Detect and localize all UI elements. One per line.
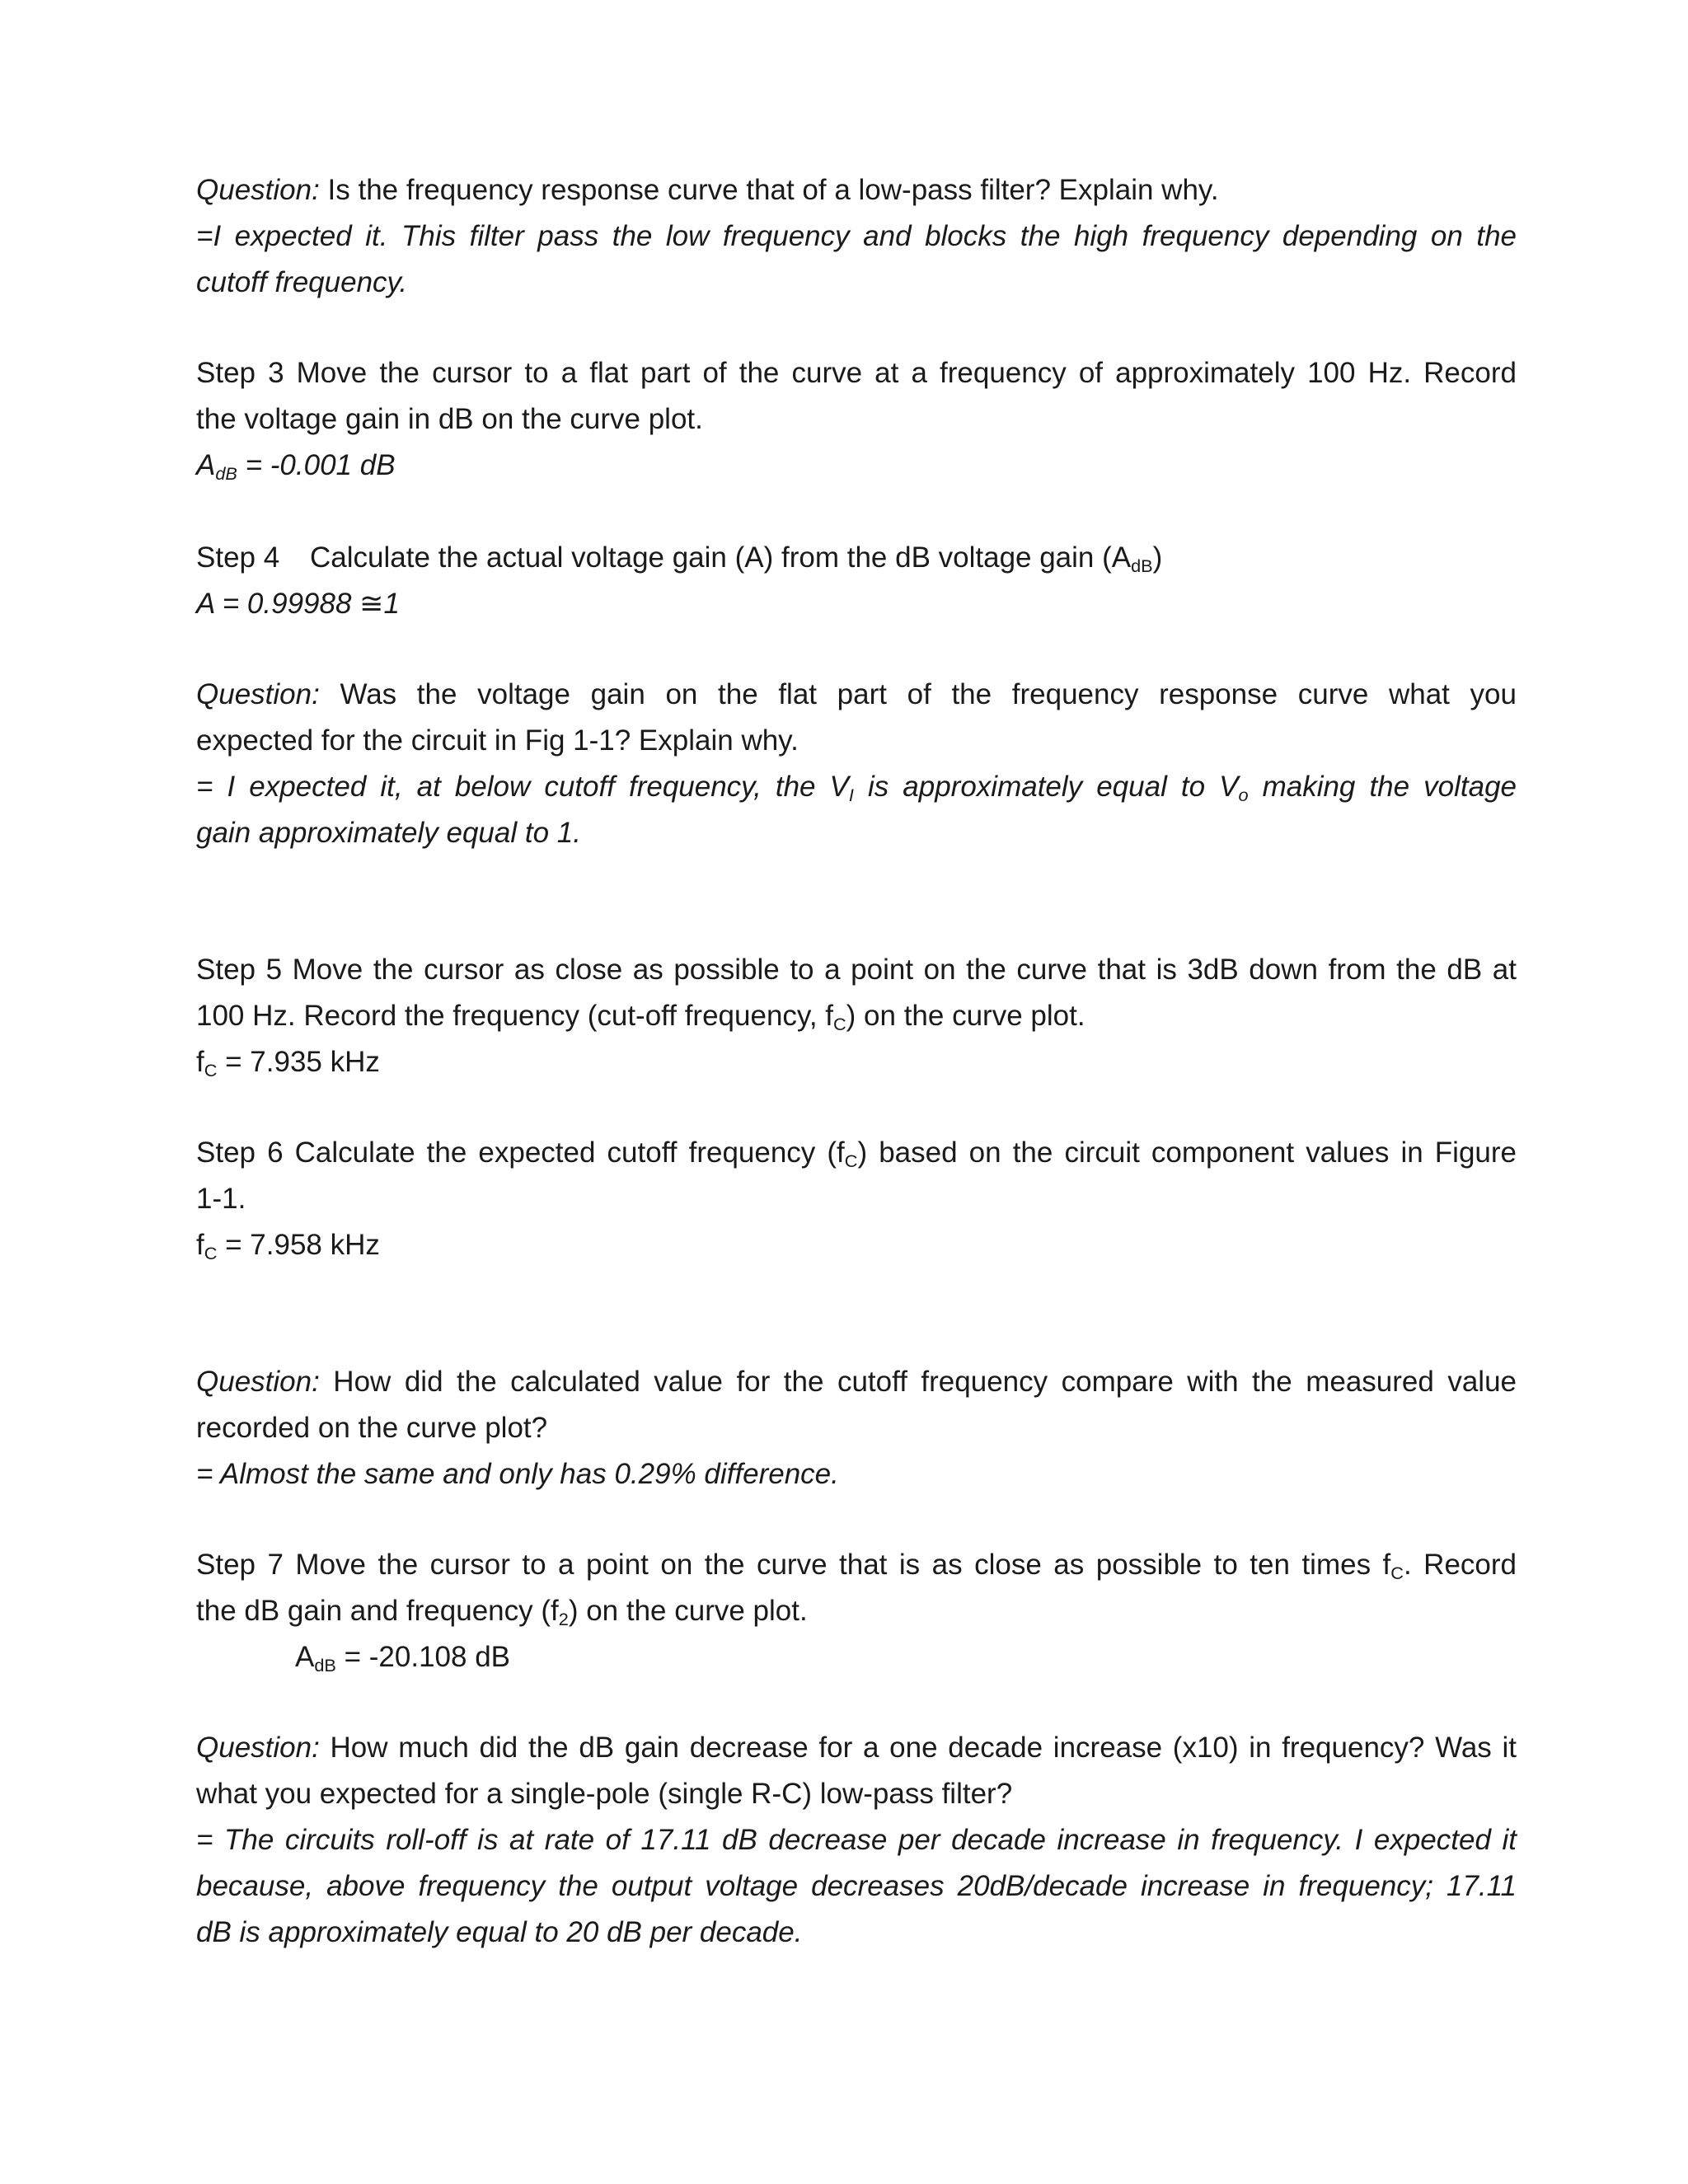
gain-subscript: dB <box>314 1655 336 1676</box>
question-3-line-1 <box>196 1359 1517 1405</box>
vi-subscript: I <box>848 785 854 806</box>
gain-value: = -20.108 dB <box>335 1641 511 1673</box>
step-7-text-end: . Record <box>1403 1549 1517 1581</box>
answer-2-line-1 <box>196 764 1517 810</box>
step-4-text: Calculate the actual voltage gain (A) from the dB voltage gain (A <box>310 541 1132 574</box>
freq-value: = 7.935 kHz <box>217 1046 380 1078</box>
step-5-line-1: Step 5 Move the cursor as close as possible to a point on the curve that is 3dB down from the dB at <box>196 954 1517 986</box>
step-4-subscript: dB <box>1131 555 1153 577</box>
gain-symbol: A <box>295 1641 315 1673</box>
freq-value: = 7.958 kHz <box>217 1229 380 1261</box>
answer-4-line-1: = The circuits roll-off is at rate of 17.11 dB decrease per decade increase in frequency. I expected it <box>196 1824 1517 1856</box>
answer-2-line-2: gain approximately equal to 1. <box>196 817 581 849</box>
question-4-line-2: what you expected for a single-pole (single R-C) low-pass filter? <box>196 1778 1013 1810</box>
step-5-result <box>196 1039 1517 1085</box>
question-1 <box>196 167 1517 213</box>
step-7-line-1 <box>196 1542 1517 1588</box>
step-4-result: A = 0.99988 ≅1 <box>196 588 400 620</box>
step-5-text-end: ) on the curve plot. <box>846 1000 1085 1032</box>
answer-4-line-3: dB is approximately equal to 20 dB per decade. <box>196 1916 803 1948</box>
answer-text: = I expected it, at below cutoff frequency, the V <box>196 771 849 803</box>
step-7-result <box>196 1634 1615 1680</box>
answer-text: is approximately equal to V <box>853 771 1239 803</box>
answer-1-line-1: =I expected it. This filter pass the low frequency and blocks the high frequency depending on the <box>196 220 1517 252</box>
step-6-result <box>196 1222 1517 1268</box>
step-6-line-1 <box>196 1130 1517 1176</box>
question-text: How much did the dB gain decrease for a one decade increase (x10) in frequency? Was it <box>319 1732 1517 1764</box>
question-3-line-2: recorded on the curve plot? <box>196 1412 548 1444</box>
freq-symbol: f <box>196 1229 204 1261</box>
step-4-line <box>196 535 1517 581</box>
step-3-result <box>196 443 1517 489</box>
freq-symbol: f <box>196 1046 204 1078</box>
fc-subscript: C <box>844 1151 858 1172</box>
question-text: How did the calculated value for the cutoff frequency compare with the measured value <box>319 1366 1517 1398</box>
question-label: Question: <box>196 1732 320 1764</box>
step-3-line-2: the voltage gain in dB on the curve plot. <box>196 403 703 435</box>
question-text: Was the voltage gain on the flat part of the frequency response curve what you <box>319 678 1517 710</box>
step-7-line-2 <box>196 1588 1517 1634</box>
fc-subscript: C <box>833 1014 846 1035</box>
fc-subscript: C <box>1390 1563 1404 1584</box>
step-7-text: the dB gain and frequency (f <box>196 1595 559 1627</box>
question-label: Question: <box>196 1366 320 1398</box>
gain-value: = -0.001 dB <box>237 449 396 481</box>
answer-1-line-2: cutoff frequency. <box>196 266 408 298</box>
fc-subscript: C <box>204 1243 218 1264</box>
step-7-text-end: ) on the curve plot. <box>568 1595 808 1627</box>
step-5-text: 100 Hz. Record the frequency (cut-off frequency, f <box>196 1000 833 1032</box>
question-label: Question: <box>196 678 320 710</box>
question-4-line-1 <box>196 1725 1517 1771</box>
step-6-text-end: ) based on the circuit component values in Figure <box>857 1137 1517 1169</box>
answer-text: making the voltage <box>1248 771 1517 803</box>
vo-subscript: o <box>1238 785 1249 806</box>
gain-subscript: dB <box>215 463 237 485</box>
answer-3: = Almost the same and only has 0.29% difference. <box>196 1458 839 1490</box>
fc-subscript: C <box>204 1060 218 1081</box>
f2-subscript: 2 <box>558 1609 569 1630</box>
question-2-line-1 <box>196 672 1517 718</box>
question-label: Question: <box>196 174 320 206</box>
step-4-label: Step 4 <box>196 541 280 574</box>
question-2-line-2: expected for the circuit in Fig 1-1? Explain why. <box>196 724 799 757</box>
question-text: Is the frequency response curve that of a low-pass filter? Explain why. <box>319 174 1219 206</box>
gain-symbol: A <box>196 449 216 481</box>
step-6-line-2: 1-1. <box>196 1183 246 1215</box>
step-4-text-end: ) <box>1152 541 1163 574</box>
step-7-text: Step 7 Move the cursor to a point on the curve that is as close as possible to ten times f <box>196 1549 1391 1581</box>
step-3-line-1: Step 3 Move the cursor to a flat part of the curve at a frequency of approximately 100 Hz. Record <box>196 357 1517 389</box>
answer-4-line-2: because, above frequency the output voltage decreases 20dB/decade increase in frequency; 17.11 <box>196 1870 1517 1902</box>
step-6-text: Step 6 Calculate the expected cutoff frequency (f <box>196 1137 845 1169</box>
step-5-line-2 <box>196 993 1517 1039</box>
